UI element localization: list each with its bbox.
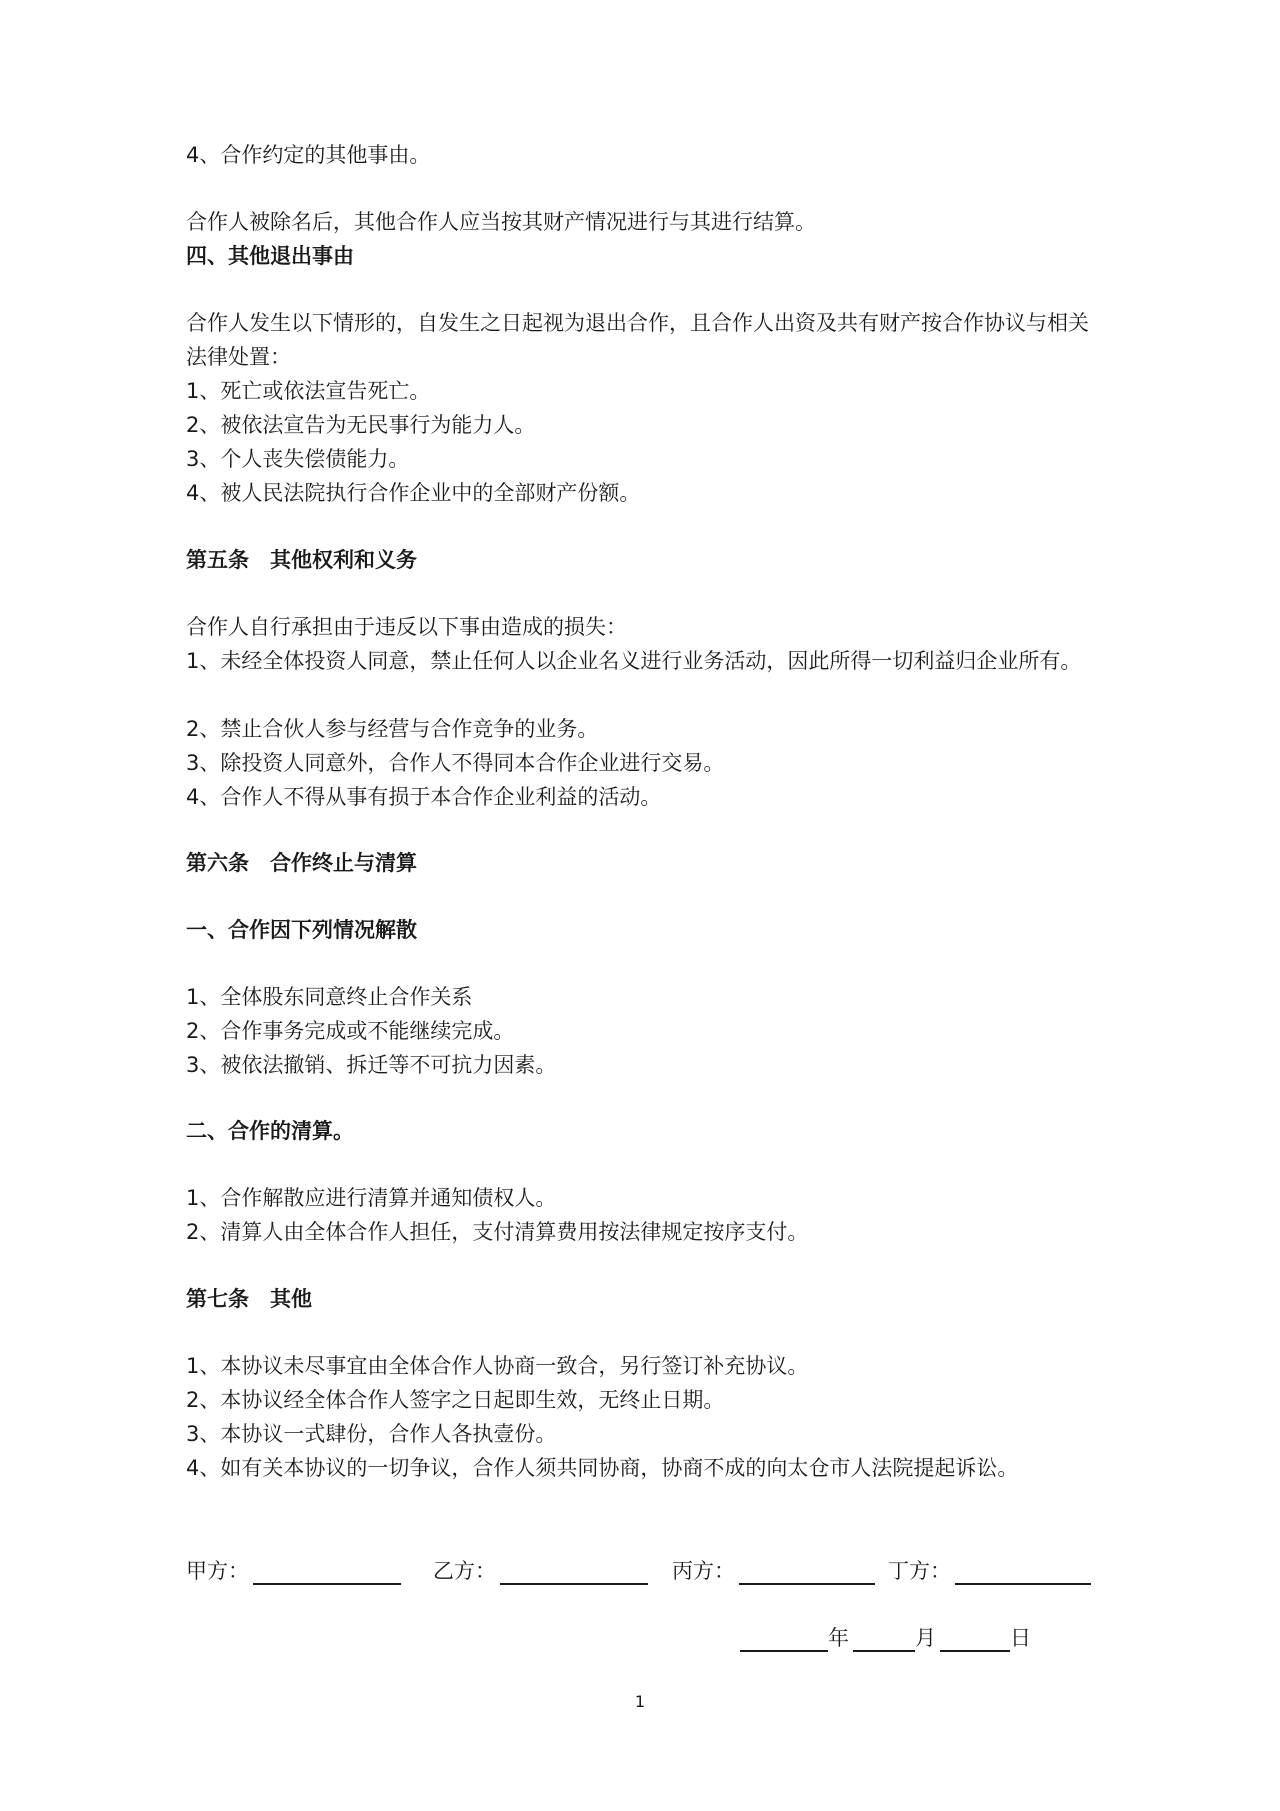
list-item: 4、被人民法院执行合作企业中的全部财产份额。 bbox=[186, 481, 641, 505]
year-label: 年 bbox=[828, 1626, 849, 1650]
list-item: 3、个人丧失偿债能力。 bbox=[186, 447, 410, 471]
month-label: 月 bbox=[915, 1626, 936, 1650]
list-item: 1、本协议未尽事宜由全体合作人协商一致合，另行签订补充协议。 bbox=[186, 1354, 809, 1378]
paragraph: 合作人自行承担由于违反以下事由造成的损失： bbox=[186, 615, 627, 639]
list-item: 3、被依法撤销、拆迁等不可抗力因素。 bbox=[186, 1053, 557, 1077]
signature-label: 乙方： bbox=[433, 1559, 496, 1583]
section-heading: 一、合作因下列情况解散 bbox=[186, 918, 417, 942]
month-blank[interactable] bbox=[853, 1624, 915, 1652]
signature-label: 丙方： bbox=[672, 1559, 735, 1583]
list-item: 2、禁止合伙人参与经营与合作竞争的业务。 bbox=[186, 717, 599, 741]
date-line bbox=[740, 1622, 1031, 1652]
signature-party-d bbox=[888, 1555, 1091, 1585]
list-item: 1、全体股东同意终止合作关系 bbox=[186, 985, 473, 1009]
signature-party-c bbox=[672, 1555, 875, 1585]
signature-blank[interactable] bbox=[955, 1557, 1091, 1585]
list-item: 1、死亡或依法宣告死亡。 bbox=[186, 379, 431, 403]
signature-blank[interactable] bbox=[739, 1557, 875, 1585]
signature-row bbox=[0, 1555, 1280, 1595]
paragraph: 合作人发生以下情形的，自发生之日起视为退出合作，且合作人出资及共有财产按合作协议与相关法律处置： bbox=[186, 311, 1089, 369]
page-number: 1 bbox=[634, 1692, 646, 1711]
list-item: 2、合作事务完成或不能继续完成。 bbox=[186, 1019, 515, 1043]
signature-label: 甲方： bbox=[186, 1559, 249, 1583]
list-item: 2、本协议经全体合作人签字之日起即生效，无终止日期。 bbox=[186, 1388, 725, 1412]
article-heading: 第五条 其他权利和义务 bbox=[186, 548, 417, 572]
list-item: 3、除投资人同意外，合作人不得同本合作企业进行交易。 bbox=[186, 751, 725, 775]
paragraph: 合作人被除名后，其他合作人应当按其财产情况进行与其进行结算。 bbox=[186, 210, 816, 234]
section-heading: 二、合作的清算。 bbox=[186, 1119, 354, 1143]
day-blank[interactable] bbox=[940, 1624, 1010, 1652]
list-item: 3、本协议一式肆份，合作人各执壹份。 bbox=[186, 1422, 557, 1446]
year-blank[interactable] bbox=[740, 1624, 828, 1652]
list-item: 1、合作解散应进行清算并通知债权人。 bbox=[186, 1186, 557, 1210]
signature-blank[interactable] bbox=[253, 1557, 401, 1585]
list-item: 2、清算人由全体合作人担任，支付清算费用按法律规定按序支付。 bbox=[186, 1220, 809, 1244]
day-label: 日 bbox=[1010, 1626, 1031, 1650]
signature-party-a bbox=[186, 1555, 401, 1585]
list-item: 2、被依法宣告为无民事行为能力人。 bbox=[186, 413, 536, 437]
list-item: 1、未经全体投资人同意，禁止任何人以企业名义进行业务活动，因此所得一切利益归企业所有。 bbox=[186, 649, 1082, 673]
signature-party-b bbox=[433, 1555, 648, 1585]
paragraph: 4、合作约定的其他事由。 bbox=[186, 143, 431, 167]
section-heading: 四、其他退出事由 bbox=[186, 244, 354, 268]
signature-blank[interactable] bbox=[500, 1557, 648, 1585]
signature-label: 丁方： bbox=[888, 1559, 951, 1583]
article-heading: 第七条 其他 bbox=[186, 1287, 312, 1311]
list-item: 4、合作人不得从事有损于本合作企业利益的活动。 bbox=[186, 785, 662, 809]
list-item: 4、如有关本协议的一切争议，合作人须共同协商，协商不成的向太仓市人法院提起诉讼。 bbox=[186, 1456, 1019, 1480]
article-heading: 第六条 合作终止与清算 bbox=[186, 851, 417, 875]
